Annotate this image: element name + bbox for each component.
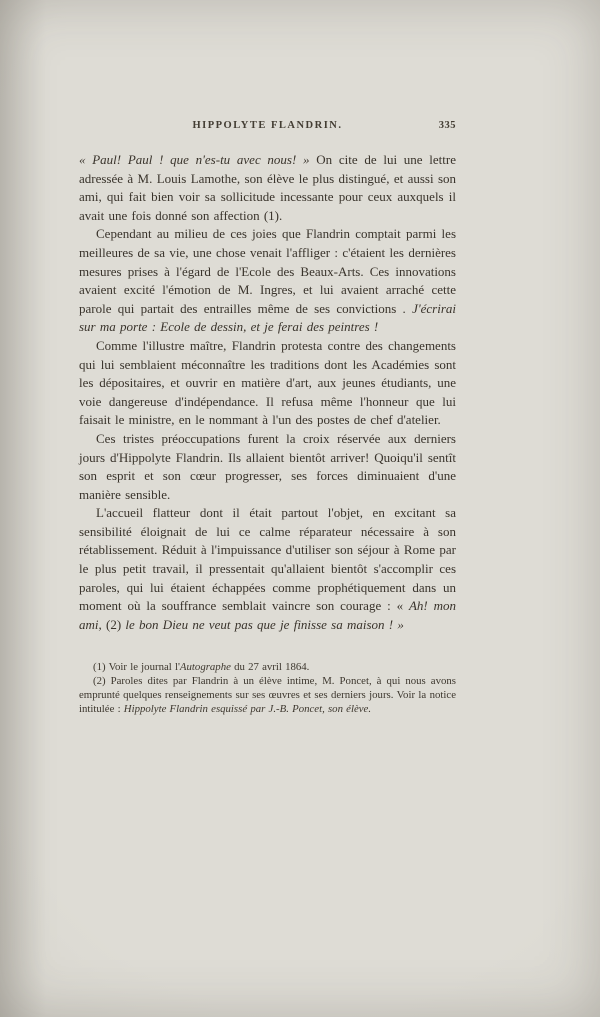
paragraph — [79, 430, 456, 504]
text-run: Autographe — [179, 661, 231, 674]
running-head-title: HIPPOLYTE FLANDRIN. — [192, 120, 343, 131]
paragraph — [79, 504, 456, 634]
text-run: Cependant au milieu de ces joies que Flandrin comptait parmi les meilleures de sa vie, une chose venait l'affliger : c'étaient les dernières mesures prises à l'égard de l'Ecole des Beaux-Arts. Ces innovations avaient excité l'émotion de M. Ingres, et lui avaient arraché cette parole qui partait des entrailles même de ses convictions . — [79, 226, 456, 316]
text-run: Comme l'illustre maître, Flandrin protesta contre des changements qui lui semblaient méconnaître les traditions dont les Académies sont les dépositaires, et ouvrir en matière d'art, aux jeunes étudiants, une voie dangereuse d'indépendance. Il refusa même l'honneur que lui faisait le ministre, en le nommant à l'un des postes de chef d'atelier. — [79, 337, 456, 428]
paragraph — [79, 337, 456, 430]
text-run: Ces tristes préoccupations furent la croix réservée aux derniers jours d'Hippolyte Flandrin. Ils allaient bientôt arriver! Quoiqu'il sentît son esprit et son cœur progresser, ses forces diminuaient d'une manière sensible. — [79, 430, 456, 502]
page-gutter-shadow — [0, 0, 46, 1017]
text-run: (2) Paroles dites par Flandrin à un élève intime, M. Poncet, à qui nous avons emprunté quelques renseignements sur ses œuvres et ses derniers jours. Voir la notice intitulée : — [79, 675, 456, 715]
text-run: « Paul! Paul ! que n'es-tu avec nous! » — [79, 152, 310, 167]
paragraph — [79, 675, 456, 716]
text-run: le bon Dieu ne veut pas que je finisse sa maison ! » — [125, 616, 404, 632]
text-run: Hippolyte Flandrin esquissé par J.-B. Poncet, son élève. — [123, 702, 372, 715]
text-run: L'accueil flatteur dont il était partout l'objet, en excitant sa sensibilité éloignait de lui ce calme réparateur nécessaire à son rétablissement. Réduit à l'impuissance d'utiliser son séjour à Rome par le plus petit travail, il pressentait qu'allaient bientôt s'accomplir ces paroles, qui lui étaient échappées comme prophétiquement dans un moment où la souffrance semblait vaincre son courage : « — [79, 505, 456, 614]
paragraph — [79, 225, 456, 337]
text-run: On cite de lui une lettre adressée à M. Louis Lamothe, son élève le plus distingué, et aussi son ami, qui fait bien voir sa sollicitude incessante pour ceux auxquels il avait une fois donné son affection (1). — [79, 152, 456, 223]
page-body — [79, 151, 456, 634]
page-number: 335 — [438, 120, 456, 131]
text-run: (1) Voir le journal l' — [93, 661, 180, 674]
text-block — [79, 120, 456, 717]
text-run: du 27 avril 1864. — [230, 661, 310, 674]
footnotes — [79, 661, 456, 716]
text-run: Ah! mon ami, — [79, 598, 456, 632]
paragraph — [79, 661, 456, 675]
text-run: J'écrirai sur ma porte : Ecole de dessin, et je ferai des peintres ! — [79, 300, 456, 335]
text-run: (2) — [101, 616, 126, 632]
running-head — [79, 120, 456, 131]
paragraph — [79, 151, 456, 225]
